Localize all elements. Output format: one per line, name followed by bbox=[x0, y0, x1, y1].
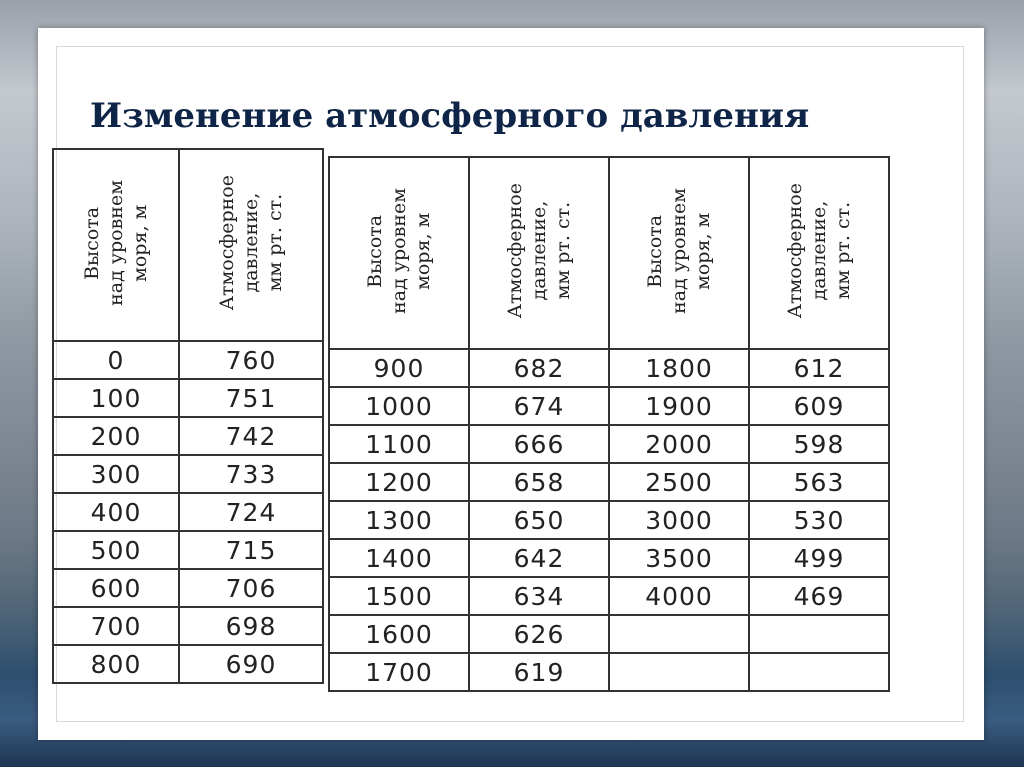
table-row bbox=[329, 501, 889, 539]
height-cell: 1200 bbox=[329, 463, 469, 501]
pressure-cell: 634 bbox=[469, 577, 609, 615]
pressure-cell: 642 bbox=[469, 539, 609, 577]
height-cell: 1600 bbox=[329, 615, 469, 653]
height-cell: 700 bbox=[53, 607, 179, 645]
height-cell: 3000 bbox=[609, 501, 749, 539]
pressure-cell: 751 bbox=[179, 379, 323, 417]
pressure-cell: 612 bbox=[749, 349, 889, 387]
pressure-cell: 742 bbox=[179, 417, 323, 455]
pressure-cell: 499 bbox=[749, 539, 889, 577]
pressure-cell: 733 bbox=[179, 455, 323, 493]
height-cell: 300 bbox=[53, 455, 179, 493]
height-cell: 1700 bbox=[329, 653, 469, 691]
pressure-cell: 760 bbox=[179, 341, 323, 379]
pressure-cell: 674 bbox=[469, 387, 609, 425]
pressure-header: Атмосферное давление, мм рт. ст. bbox=[749, 157, 889, 349]
height-header: Высота над уровнем моря, м bbox=[609, 157, 749, 349]
height-cell: 1800 bbox=[609, 349, 749, 387]
height-cell: 1500 bbox=[329, 577, 469, 615]
pressure-cell: 650 bbox=[469, 501, 609, 539]
table-row bbox=[53, 569, 323, 607]
table-row bbox=[53, 493, 323, 531]
pressure-cell: 609 bbox=[749, 387, 889, 425]
table-row bbox=[329, 615, 889, 653]
pressure-cell: 724 bbox=[179, 493, 323, 531]
height-header: Высота над уровнем моря, м bbox=[53, 149, 179, 341]
pressure-cell: 563 bbox=[749, 463, 889, 501]
pressure-cell: 619 bbox=[469, 653, 609, 691]
table-row bbox=[329, 463, 889, 501]
height-cell: 0 bbox=[53, 341, 179, 379]
pressure-cell: 598 bbox=[749, 425, 889, 463]
height-header: Высота над уровнем моря, м bbox=[329, 157, 469, 349]
header-row bbox=[53, 149, 323, 341]
height-cell: 800 bbox=[53, 645, 179, 683]
height-cell: 1300 bbox=[329, 501, 469, 539]
pressure-cell: 666 bbox=[469, 425, 609, 463]
table-row bbox=[53, 645, 323, 683]
table-row bbox=[329, 349, 889, 387]
height-cell: 2500 bbox=[609, 463, 749, 501]
pressure-cell: 626 bbox=[469, 615, 609, 653]
table-row bbox=[329, 653, 889, 691]
pressure-table-left bbox=[52, 148, 324, 684]
table-row bbox=[329, 539, 889, 577]
table-row bbox=[329, 387, 889, 425]
height-cell: 1000 bbox=[329, 387, 469, 425]
pressure-cell: 682 bbox=[469, 349, 609, 387]
pressure-table-right bbox=[328, 156, 890, 692]
table-row bbox=[53, 341, 323, 379]
height-cell: 1400 bbox=[329, 539, 469, 577]
pressure-cell: 658 bbox=[469, 463, 609, 501]
pressure-cell: 469 bbox=[749, 577, 889, 615]
height-cell: 400 bbox=[53, 493, 179, 531]
table-row bbox=[53, 607, 323, 645]
table-row bbox=[53, 531, 323, 569]
height-cell bbox=[609, 653, 749, 691]
height-cell: 900 bbox=[329, 349, 469, 387]
height-cell: 200 bbox=[53, 417, 179, 455]
height-cell: 600 bbox=[53, 569, 179, 607]
height-cell: 4000 bbox=[609, 577, 749, 615]
pressure-header: Атмосферное давление, мм рт. ст. bbox=[179, 149, 323, 341]
table-row bbox=[329, 577, 889, 615]
pressure-cell: 530 bbox=[749, 501, 889, 539]
height-cell: 1100 bbox=[329, 425, 469, 463]
header-row bbox=[329, 157, 889, 349]
pressure-cell bbox=[749, 615, 889, 653]
table-row bbox=[329, 425, 889, 463]
table-row bbox=[53, 379, 323, 417]
height-cell: 1900 bbox=[609, 387, 749, 425]
height-cell bbox=[609, 615, 749, 653]
pressure-header: Атмосферное давление, мм рт. ст. bbox=[469, 157, 609, 349]
pressure-cell bbox=[749, 653, 889, 691]
pressure-cell: 706 bbox=[179, 569, 323, 607]
height-cell: 3500 bbox=[609, 539, 749, 577]
height-cell: 500 bbox=[53, 531, 179, 569]
height-cell: 2000 bbox=[609, 425, 749, 463]
slide-title: Изменение атмосферного давления bbox=[90, 96, 810, 136]
pressure-cell: 715 bbox=[179, 531, 323, 569]
pressure-cell: 698 bbox=[179, 607, 323, 645]
pressure-cell: 690 bbox=[179, 645, 323, 683]
table-row bbox=[53, 455, 323, 493]
height-cell: 100 bbox=[53, 379, 179, 417]
table-row bbox=[53, 417, 323, 455]
